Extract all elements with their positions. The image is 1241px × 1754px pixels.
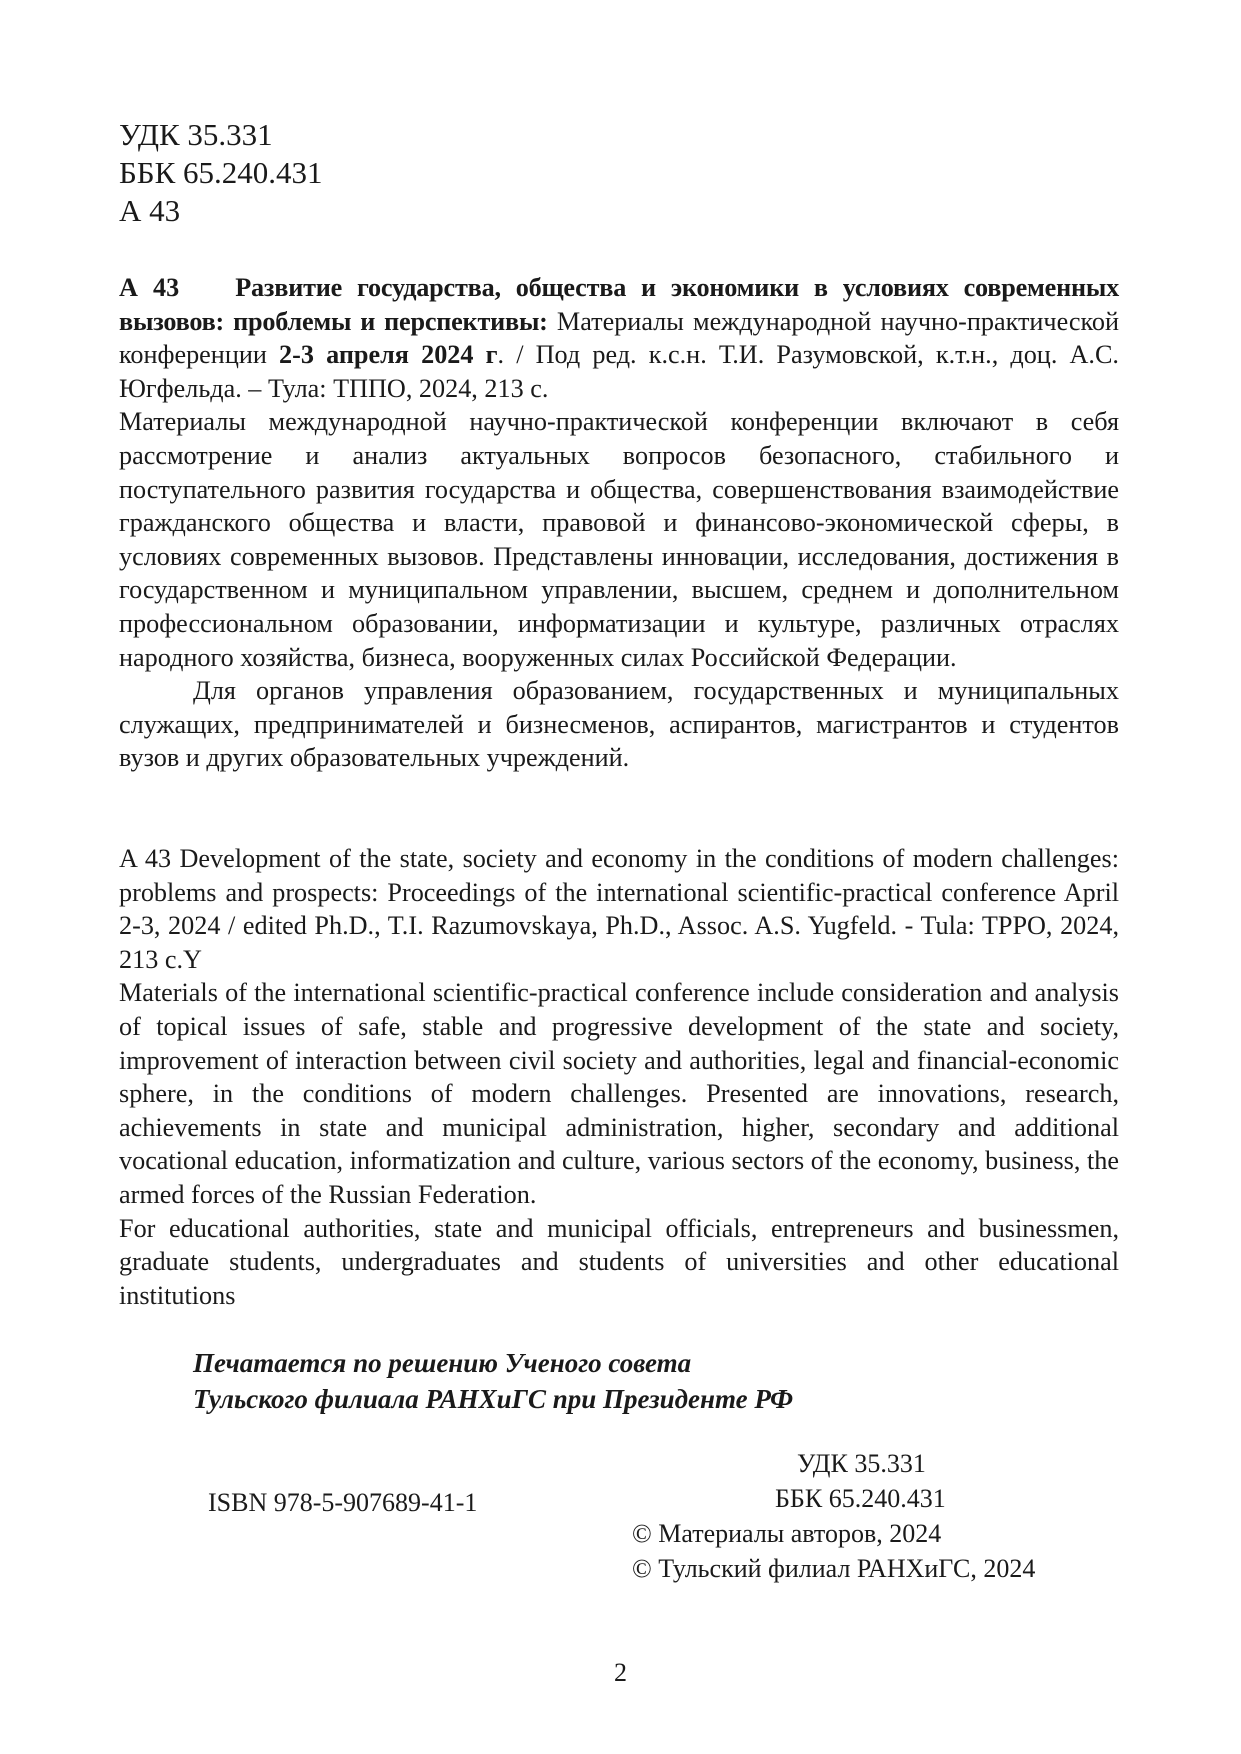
udk-code: УДК 35.331: [119, 117, 273, 152]
english-audience: For educational authorities, state and municipal officials, entrepreneurs and businessmen, graduate students, undergraduates and students of universities and other educational institutions: [119, 1213, 1119, 1310]
english-annotation: [119, 842, 1119, 1312]
page-number: 2: [614, 1658, 627, 1687]
publication-decision: [193, 1345, 793, 1417]
russian-title: Развитие государства, общества и экономики в условиях современных вызовов: проблемы и перспективы:: [119, 273, 1119, 336]
classification-codes-top: [119, 116, 323, 230]
russian-code: А 43: [119, 273, 180, 302]
imprint-codes: [632, 1446, 1092, 1586]
russian-annotation: [119, 271, 1119, 775]
copyright-branch: © Тульский филиал РАНХиГС, 2024: [632, 1554, 1036, 1583]
russian-audience: Для органов управления образованием, государственных и муниципальных служащих, предпринимателей и бизнесменов, аспирантов, магистрантов и студентов вузов и других образовательных учреждений.: [119, 676, 1119, 773]
russian-abstract: Материалы международной научно-практической конференции включают в себя рассмотрение и анализ актуальных вопросов безопасного, стабильного и поступательного развития государства и общества, совершенствования взаимодействие гражданского общества и власти, правовой и финансово-экономической сферы, в условиях современных вызовов. Представлены инновации, исследования, достижения в государственном и муниципальном управлении, высшем, среднем и дополнительном профессиональном образовании, информатизации и культуре, различных отраслях народного хозяйства, бизнеса, вооруженных силах Российской Федерации.: [119, 407, 1119, 672]
decision-line-2: Тульского филиала РАНХиГС при Президенте РФ: [193, 1384, 794, 1414]
imprint-bbk: ББК 65.240.431: [775, 1484, 946, 1513]
russian-description-part2: . / Под ред. к.с.н. Т.И. Разумовской, к.т.н., доц. А.С. Югфельда. – Тула: ТППО, 2024, 213 с.: [119, 340, 1119, 403]
english-citation: A 43 Development of the state, society and economy in the conditions of modern challenges: problems and prospects: Proceedings of the international scientific-practical conference April 2-3, 2024 / edited Ph.D., T.I. Razumovskaya, Ph.D., Assoc. A.S. Yugfeld. - Tula: TPPO, 2024, 213 c.Y: [119, 844, 1119, 974]
imprint-udk: УДК 35.331: [797, 1449, 926, 1478]
isbn: ISBN 978-5-907689-41-1: [208, 1488, 478, 1517]
author-mark: А 43: [119, 193, 181, 228]
copyright-authors: © Материалы авторов, 2024: [632, 1519, 942, 1548]
bbk-code: ББК 65.240.431: [119, 155, 323, 190]
russian-conference-date: 2-3 апреля 2024 г: [279, 340, 498, 370]
russian-citation: [119, 271, 1119, 405]
russian-description-part1: Материалы международной научно-практической конференции: [119, 306, 1120, 370]
english-abstract: Materials of the international scientific-practical conference include consideration and analysis of topical issues of safe, stable and progressive development of the state and society, improvement of interaction between civil society and authorities, legal and financial-economic sphere, in the conditions of modern challenges. Presented are innovations, research, achievements in state and municipal administration, higher, secondary and additional vocational education, informatization and culture, various sectors of the economy, business, the armed forces of the Russian Federation.: [119, 978, 1119, 1209]
decision-line-1: Печатается по решению Ученого совета: [193, 1348, 692, 1378]
